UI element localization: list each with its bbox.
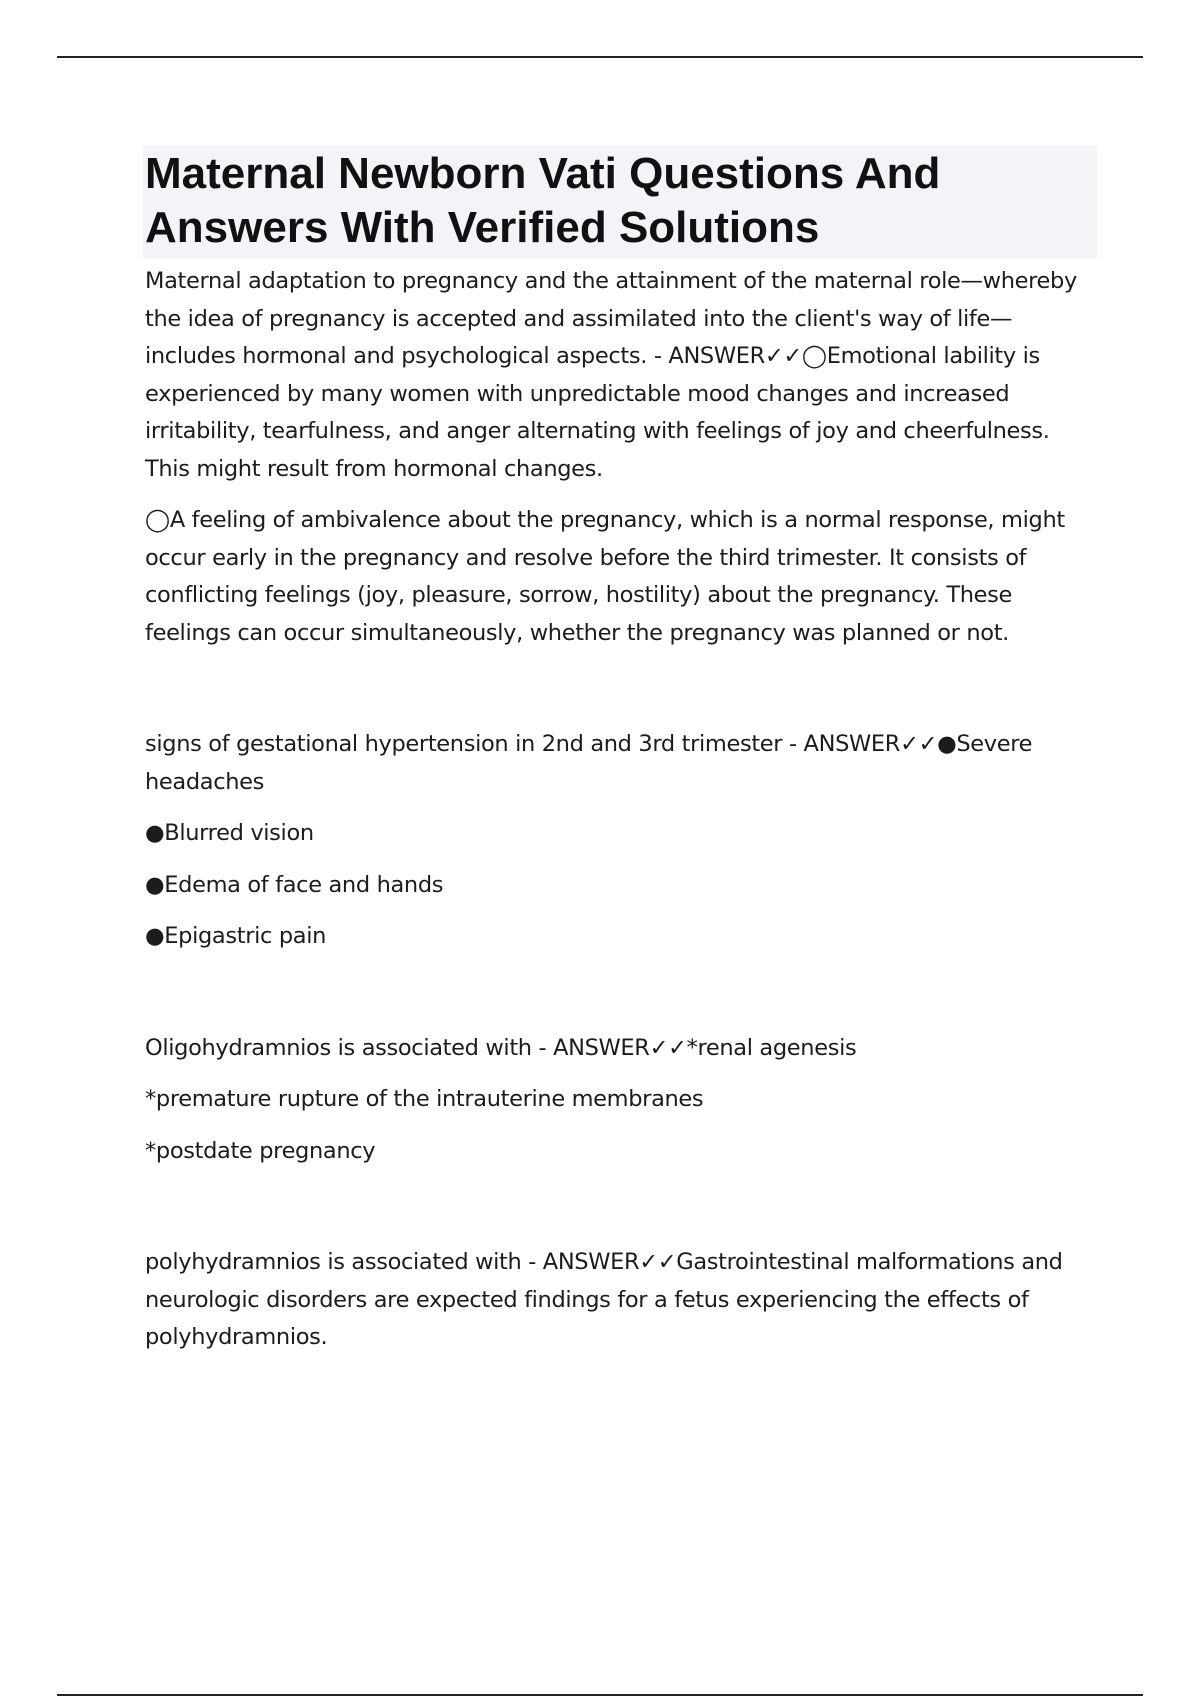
list-item: ●Epigastric pain bbox=[145, 923, 327, 949]
top-rule bbox=[57, 56, 1143, 58]
qa-paragraph: polyhydramnios is associated with - ANSWER✓✓Gastrointestinal malformations and neurologic disorders are expected findings for a fetus experiencing the effects of polyhydramnios. bbox=[145, 1249, 1063, 1350]
list-item: ●Blurred vision bbox=[145, 820, 314, 846]
bottom-rule bbox=[57, 1694, 1143, 1696]
qa-paragraph: Oligohydramnios is associated with - ANSWER✓✓*renal agenesis bbox=[145, 1034, 857, 1061]
document-title: Maternal Newborn Vati Questions And Answers With Verified Solutions bbox=[145, 149, 941, 252]
qa-paragraph: ◯A feeling of ambivalence about the pregnancy, which is a normal response, might occur early in the pregnancy and resolve before the third trimester. It consists of conflicting feelings (joy, pleasure, sorrow, hostility) about the pregnancy. These feelings can occur simultaneously, whether the pregnancy was planned or not. bbox=[145, 507, 1065, 646]
list-item: *premature rupture of the intrauterine membranes bbox=[145, 1086, 704, 1112]
qa-item bbox=[145, 726, 1095, 956]
qa-paragraph: Maternal adaptation to pregnancy and the attainment of the maternal role—whereby the idea of pregnancy is accepted and assimilated into the client's way of life—includes hormonal and psychological aspects. - ANSWER✓✓◯Emotional lability is experienced by many women with unpredictable mood changes and increased irritability, tearfulness, and anger alternating with feelings of joy and cheerfulness. This might result from hormonal changes. bbox=[145, 268, 1077, 482]
document-body bbox=[145, 145, 1095, 1357]
qa-paragraph: signs of gestational hypertension in 2nd and 3rd trimester - ANSWER✓✓●Severe headaches bbox=[145, 731, 1033, 795]
list-item: ●Edema of face and hands bbox=[145, 871, 444, 898]
qa-item bbox=[145, 1030, 1095, 1171]
qa-item bbox=[145, 1244, 1095, 1357]
list-item: *postdate pregnancy bbox=[145, 1137, 376, 1164]
qa-item bbox=[145, 263, 1095, 652]
title-block bbox=[143, 145, 1097, 259]
